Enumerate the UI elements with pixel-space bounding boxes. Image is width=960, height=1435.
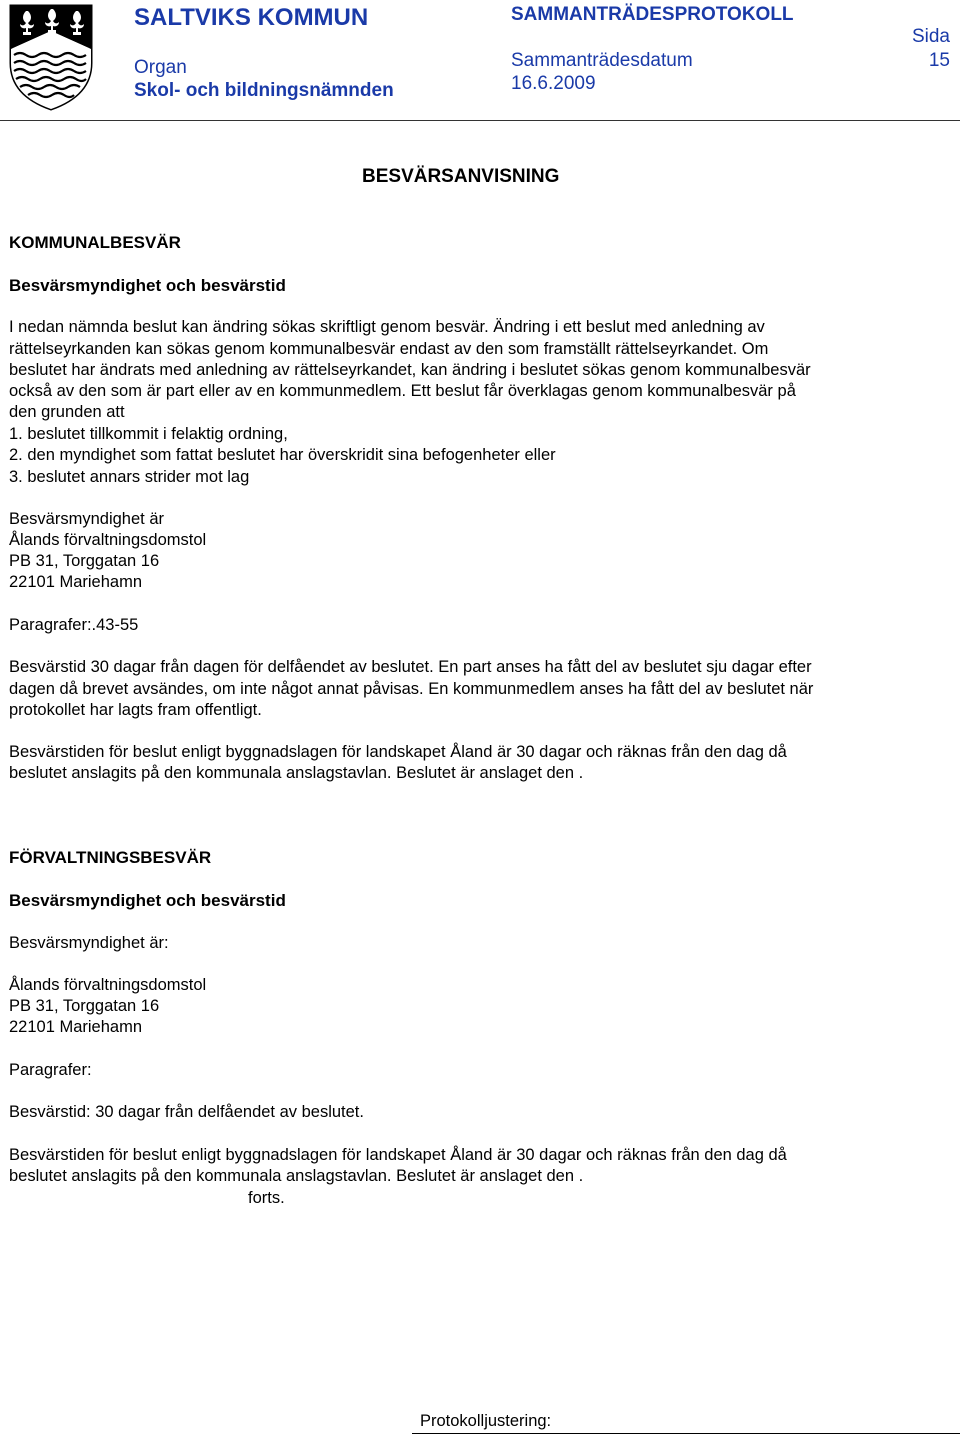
kommunal-grounds-item: 2. den myndighet som fattat beslutet har överskridit sina befogenheter eller (9, 446, 556, 464)
kommunal-grounds-item: 3. beslutet annars strider mot lag (9, 468, 250, 486)
forvaltning-subheading: Besvärsmyndighet och besvärstid (9, 891, 286, 910)
protocol-title: SAMMANTRÄDESPROTOKOLL (511, 4, 794, 25)
kommunal-period-line: dagen då brevet avsändes, om inte något annat påvisas. En kommunmedlem anses ha fått del av beslutet när (9, 680, 814, 698)
kommunal-intro-line: också av den som är part eller av en kommunmedlem. Ett beslut får överklagas genom kommunalbesvär på (9, 382, 796, 400)
kommunal-intro-line: rättelseyrkanden kan sökas genom kommunalbesvär endast av den som framställt rättelseyrkandet. Om (9, 340, 769, 358)
page-label: Sida (911, 26, 950, 47)
kommunal-intro-line: beslutet har ändrats med anledning av rättelseyrkandet, kan ändring i beslutet sökas genom kommunalbesvär (9, 361, 811, 379)
municipality-name: SALTVIKS KOMMUN (134, 4, 369, 31)
kommunal-heading: KOMMUNALBESVÄR (9, 233, 181, 252)
continued-marker: forts. (248, 1189, 285, 1207)
kommunal-authority-line: 22101 Mariehamn (9, 573, 142, 591)
forvaltning-authority-line: Ålands förvaltningsdomstol (9, 976, 207, 994)
header-divider (0, 120, 960, 121)
kommunal-period-line: Besvärstid 30 dagar från dagen för delfåendet av beslutet. En part anses ha fått del av beslutet sju dagar efter (9, 658, 812, 676)
page-title: BESVÄRSANVISNING (362, 166, 560, 187)
forvaltning-heading: FÖRVALTNINGSBESVÄR (9, 848, 212, 867)
kommunal-intro-line: den grunden att (9, 403, 125, 421)
organ-label: Organ (134, 57, 187, 78)
meeting-date-label: Sammanträdesdatum (511, 50, 693, 71)
forvaltning-paragraphs: Paragrafer: (9, 1061, 92, 1079)
kommunal-building-line: Besvärstiden för beslut enligt byggnadslagen för landskapet Åland är 30 dagar och räknas från den dag då (9, 743, 787, 761)
kommunal-paragraphs: Paragrafer:.43-55 (9, 616, 139, 634)
kommunal-period-line: protokollet har lagts fram offentligt. (9, 701, 262, 719)
page-number: 15 (928, 50, 950, 71)
kommunal-intro-line: I nedan nämnda beslut kan ändring sökas skriftligt genom besvär. Ändring i ett beslut med anledning av (9, 318, 765, 336)
forvaltning-building-line: beslutet anslagits på den kommunala anslagstavlan. Beslutet är anslaget den . (9, 1167, 584, 1185)
forvaltning-authority-line: 22101 Mariehamn (9, 1018, 142, 1036)
forvaltning-building-line: Besvärstiden för beslut enligt byggnadslagen för landskapet Åland är 30 dagar och räknas från den dag då (9, 1146, 787, 1164)
kommunal-authority-line: Ålands förvaltningsdomstol (9, 531, 207, 549)
kommunal-subheading: Besvärsmyndighet och besvärstid (9, 276, 286, 295)
signature-line (412, 1433, 960, 1434)
municipal-crest-icon (8, 3, 94, 111)
forvaltning-authority-label: Besvärsmyndighet är: (9, 934, 169, 952)
forvaltning-authority-line: PB 31, Torggatan 16 (9, 997, 160, 1015)
kommunal-authority-line: Besvärsmyndighet är (9, 510, 164, 528)
signature-label: Protokolljustering: (420, 1412, 552, 1430)
forvaltning-period: Besvärstid: 30 dagar från delfåendet av beslutet. (9, 1103, 364, 1121)
kommunal-authority-line: PB 31, Torggatan 16 (9, 552, 160, 570)
kommunal-building-line: beslutet anslagits på den kommunala anslagstavlan. Beslutet är anslaget den . (9, 764, 584, 782)
organ-name: Skol- och bildningsnämnden (134, 80, 394, 101)
kommunal-grounds-item: 1. beslutet tillkommit i felaktig ordning, (9, 425, 288, 443)
meeting-date-value: 16.6.2009 (511, 73, 596, 94)
